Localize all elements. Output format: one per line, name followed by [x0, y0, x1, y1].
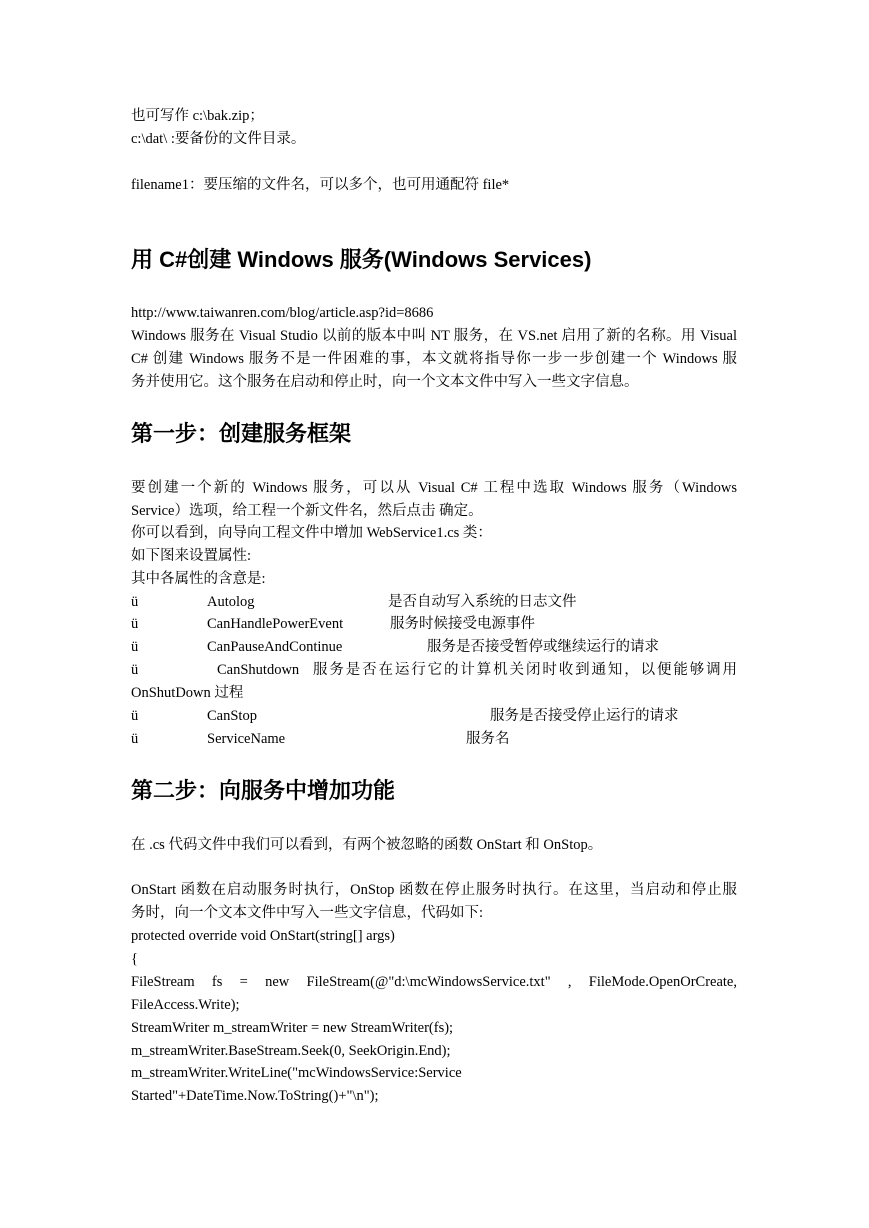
property-continuation: OnShutDown 过程: [131, 685, 244, 701]
property-name: CanStop: [207, 708, 257, 724]
article-paragraph-line-2: C# 创建 Windows 服务不是一件困难的事，本文就将指导你一步一步创建一个 Windows 服: [131, 351, 737, 367]
section-title: 用 C#创建 Windows 服务(Windows Services): [131, 247, 592, 272]
property-description: 服务是否接受停止运行的请求: [490, 708, 679, 724]
property-name: CanHandlePowerEvent: [207, 616, 344, 632]
property-name: CanShutdown: [217, 662, 300, 678]
property-bullet: ü: [131, 594, 139, 610]
code-line: Started"+DateTime.Now.ToString()+"\n");: [131, 1088, 379, 1104]
property-name: Autolog: [207, 594, 255, 610]
property-description: 服务名: [466, 731, 510, 747]
property-description: 服务时候接受电源事件: [390, 616, 535, 632]
property-description: 服务是否接受暂停或继续运行的请求: [427, 639, 659, 655]
step2-line-2: OnStart 函数在启动服务时执行，OnStop 函数在停止服务时执行。在这里，当启动和停止服: [131, 882, 737, 898]
article-paragraph-line-1: Windows 服务在 Visual Studio 以前的版本中叫 NT 服务，在 VS.net 启用了新的名称。用 Visual: [131, 328, 737, 344]
intro-line-2: c:\dat\ :要备份的文件目录。: [131, 131, 306, 147]
code-line: {: [131, 951, 138, 967]
property-bullet: ü: [131, 639, 139, 655]
code-line: m_streamWriter.BaseStream.Seek(0, SeekOrigin.End);: [131, 1043, 451, 1059]
step1-line-2: Service）选项，给工程一个新文件名，然后点击 确定。: [131, 503, 483, 519]
property-bullet: ü: [131, 731, 139, 747]
step2-heading: 第二步：向服务中增加功能: [131, 779, 396, 804]
step1-line-3: 你可以看到，向导向工程文件中增加 WebService1.cs 类：: [131, 525, 492, 541]
property-bullet: ü: [131, 662, 139, 678]
step1-line-4: 如下图来设置属性:: [131, 548, 252, 564]
code-line: protected override void OnStart(string[] args): [131, 928, 395, 944]
property-description: 是否自动写入系统的日志文件: [388, 594, 577, 610]
step1-heading: 第一步：创建服务框架: [131, 422, 352, 447]
step2-line-3: 务时，向一个文本文件中写入一些文字信息，代码如下:: [131, 905, 484, 921]
article-paragraph-line-3: 务并使用它。这个服务在启动和停止时，向一个文本文件中写入一些文字信息。: [131, 374, 639, 390]
code-line: m_streamWriter.WriteLine("mcWindowsService:Service: [131, 1065, 462, 1081]
intro-line-1: 也可写作 c:\bak.zip；: [131, 108, 264, 124]
property-description: 服务是否在运行它的计算机关闭时收到通知，以便能够调用: [313, 662, 737, 678]
property-name: ServiceName: [207, 731, 286, 747]
article-url: http://www.taiwanren.com/blog/article.asp?id=8686: [131, 305, 434, 321]
step1-line-1: 要创建一个新的 Windows 服务，可以从 Visual C# 工程中选取 Windows 服务（Windows: [131, 480, 737, 496]
step2-line-1: 在 .cs 代码文件中我们可以看到，有两个被忽略的函数 OnStart 和 OnStop。: [131, 837, 603, 853]
code-line: FileStream fs = new FileStream(@"d:\mcWindowsService.txt" , FileMode.OpenOrCreate,: [131, 974, 737, 990]
property-bullet: ü: [131, 616, 139, 632]
property-name: CanPauseAndContinue: [207, 639, 343, 655]
property-bullet: ü: [131, 708, 139, 724]
code-line: StreamWriter m_streamWriter = new StreamWriter(fs);: [131, 1020, 454, 1036]
code-line: FileAccess.Write);: [131, 997, 240, 1013]
intro-line-3: filename1：要压缩的文件名，可以多个，也可用通配符 file*: [131, 177, 510, 193]
step1-line-5: 其中各属性的含意是:: [131, 571, 266, 587]
